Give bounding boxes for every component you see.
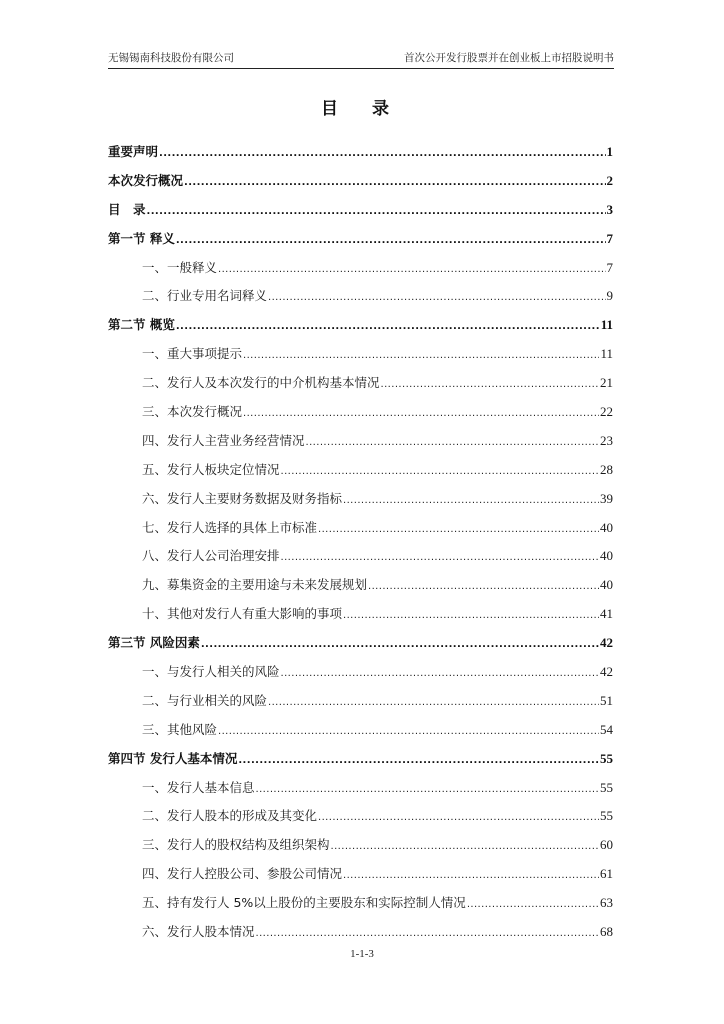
toc-chapter-entry[interactable]: [108, 632, 613, 661]
toc-entry-page-number: 61: [600, 866, 613, 882]
toc-entry-page-number: 22: [600, 404, 613, 420]
toc-entry-page-number: 9: [606, 288, 613, 304]
toc-section-entry[interactable]: [108, 257, 613, 286]
toc-entry-page-number: 7: [606, 259, 613, 275]
toc-dot-leader: [238, 750, 599, 772]
toc-dot-leader: [176, 316, 600, 338]
toc-entry-label: 四、发行人控股公司、参股公司情况: [142, 866, 343, 882]
toc-section-entry[interactable]: [108, 892, 613, 921]
toc-dot-leader: [256, 779, 599, 801]
toc-entry-page-number: 51: [600, 692, 613, 708]
toc-section-entry[interactable]: [108, 430, 613, 459]
toc-entry-page-number: 2: [606, 172, 613, 188]
toc-entry-page-number: 54: [600, 721, 613, 737]
toc-entry-label: 一、一般释义: [142, 259, 218, 275]
toc-entry-label: 第三节 风险因素: [108, 635, 200, 651]
toc-dot-leader: [318, 807, 599, 829]
toc-dot-leader: [256, 923, 599, 945]
page-number: 1-1-3: [350, 948, 374, 960]
toc-dot-leader: [184, 172, 605, 194]
toc-entry-page-number: 60: [600, 837, 613, 853]
toc-entry-label: 九、募集资金的主要用途与未来发展规划: [142, 577, 368, 593]
toc-entry-label: 第一节 释义: [108, 230, 175, 246]
toc-dot-leader: [218, 259, 605, 281]
header-document-title: 首次公开发行股票并在创业板上市招股说明书: [404, 52, 614, 64]
toc-entry-label: 五、持有发行人 5%以上股份的主要股东和实际控制人情况: [142, 895, 466, 911]
toc-chapter-entry[interactable]: [108, 228, 613, 257]
toc-entry-label: 二、发行人股本的形成及其变化: [142, 808, 318, 824]
toc-chapter-entry[interactable]: [108, 170, 613, 199]
toc-dot-leader: [281, 663, 599, 685]
toc-entry-label: 第二节 概览: [108, 317, 175, 333]
toc-dot-leader: [243, 403, 599, 425]
toc-entry-label: 一、与发行人相关的风险: [142, 664, 280, 680]
toc-entry-label: 二、发行人及本次发行的中介机构基本情况: [142, 375, 380, 391]
toc-entry-label: 二、行业专用名词释义: [142, 288, 268, 304]
toc-entry-page-number: 3: [606, 201, 613, 217]
header-company-name: 无锡锡南科技股份有限公司: [108, 52, 234, 64]
toc-entry-label: 六、发行人主要财务数据及财务指标: [142, 490, 343, 506]
toc-section-entry[interactable]: [108, 719, 613, 748]
toc-dot-leader: [368, 576, 599, 598]
toc-entry-page-number: 1: [606, 144, 613, 159]
toc-section-entry[interactable]: [108, 921, 613, 950]
toc-entry-page-number: 55: [600, 750, 613, 766]
toc-section-entry[interactable]: [108, 574, 613, 603]
toc-entry-label: 八、发行人公司治理安排: [142, 548, 280, 564]
page-title: 目 录: [321, 99, 403, 119]
toc-chapter-entry[interactable]: [108, 141, 613, 170]
toc-section-entry[interactable]: [108, 603, 613, 632]
toc-dot-leader: [331, 836, 599, 858]
running-header: [108, 50, 614, 66]
toc-entry-page-number: 39: [600, 490, 613, 506]
toc-entry-label: 一、发行人基本信息: [142, 779, 255, 795]
toc-chapter-entry[interactable]: [108, 314, 613, 343]
toc-section-entry[interactable]: [108, 459, 613, 488]
toc-section-entry[interactable]: [108, 517, 613, 546]
toc-entry-page-number: 40: [600, 548, 613, 564]
toc-entry-label: 五、发行人板块定位情况: [142, 461, 280, 477]
toc-section-entry[interactable]: [108, 863, 613, 892]
toc-entry-label: 四、发行人主营业务经营情况: [142, 432, 305, 448]
toc-entry-label: 一、重大事项提示: [142, 346, 243, 362]
toc-entry-page-number: 7: [606, 230, 613, 246]
toc-entry-label: 七、发行人选择的具体上市标准: [142, 519, 318, 535]
toc-entry-page-number: 42: [600, 635, 613, 651]
toc-dot-leader: [176, 230, 606, 252]
toc-section-entry[interactable]: [108, 661, 613, 690]
toc-section-entry[interactable]: [108, 834, 613, 863]
toc-entry-page-number: 68: [600, 924, 613, 940]
toc-entry-label: 本次发行概况: [108, 172, 184, 188]
toc-dot-leader: [147, 201, 606, 223]
toc-entry-label: 二、与行业相关的风险: [142, 692, 268, 708]
toc-dot-leader: [281, 461, 599, 483]
toc-entry-label: 三、本次发行概况: [142, 404, 243, 420]
toc-dot-leader: [243, 345, 599, 367]
toc-dot-leader: [218, 721, 599, 743]
toc-entry-page-number: 40: [600, 577, 613, 593]
toc-section-entry[interactable]: [108, 372, 613, 401]
toc-dot-leader: [343, 865, 599, 887]
toc-section-entry[interactable]: [108, 343, 613, 372]
toc-dot-leader: [381, 374, 599, 396]
toc-dot-leader: [201, 634, 599, 656]
toc-entry-page-number: 23: [600, 432, 613, 448]
toc-entry-label: 十、其他对发行人有重大影响的事项: [142, 606, 343, 622]
toc-section-entry[interactable]: [108, 488, 613, 517]
toc-section-entry[interactable]: [108, 285, 613, 314]
toc-entry-page-number: 11: [600, 317, 613, 333]
toc-chapter-entry[interactable]: [108, 748, 613, 777]
toc-entry-page-number: 55: [600, 808, 613, 824]
toc-section-entry[interactable]: [108, 401, 613, 430]
toc-dot-leader: [268, 692, 599, 714]
toc-entry-label: 三、发行人的股权结构及组织架构: [142, 837, 330, 853]
toc-dot-leader: [343, 605, 599, 627]
toc-entry-page-number: 42: [600, 664, 613, 680]
toc-dot-leader: [343, 490, 599, 512]
toc-dot-leader: [268, 287, 605, 309]
toc-entry-page-number: 11: [600, 346, 613, 362]
toc-entry-label: 六、发行人股本情况: [142, 924, 255, 940]
toc-dot-leader: [159, 143, 605, 165]
toc-entry-label: 目 录: [108, 201, 146, 217]
header-divider: [108, 68, 614, 69]
toc-chapter-entry[interactable]: [108, 199, 613, 228]
toc-entry-label: 第四节 发行人基本情况: [108, 750, 238, 766]
toc-entry-page-number: 40: [600, 519, 613, 535]
toc-entry-page-number: 41: [600, 606, 613, 622]
toc-section-entry[interactable]: [108, 805, 613, 834]
toc-entry-page-number: 28: [600, 461, 613, 477]
toc-section-entry[interactable]: [108, 545, 613, 574]
toc-section-entry[interactable]: [108, 777, 613, 806]
table-of-contents: [108, 141, 613, 950]
toc-section-entry[interactable]: [108, 690, 613, 719]
toc-dot-leader: [281, 547, 599, 569]
toc-entry-label: 三、其他风险: [142, 721, 218, 737]
toc-dot-leader: [306, 432, 599, 454]
toc-dot-leader: [467, 894, 599, 916]
toc-entry-page-number: 55: [600, 779, 613, 795]
toc-dot-leader: [318, 519, 599, 541]
toc-entry-page-number: 21: [600, 375, 613, 391]
toc-entry-page-number: 63: [600, 895, 613, 911]
toc-entry-label: 重要声明: [108, 144, 159, 159]
